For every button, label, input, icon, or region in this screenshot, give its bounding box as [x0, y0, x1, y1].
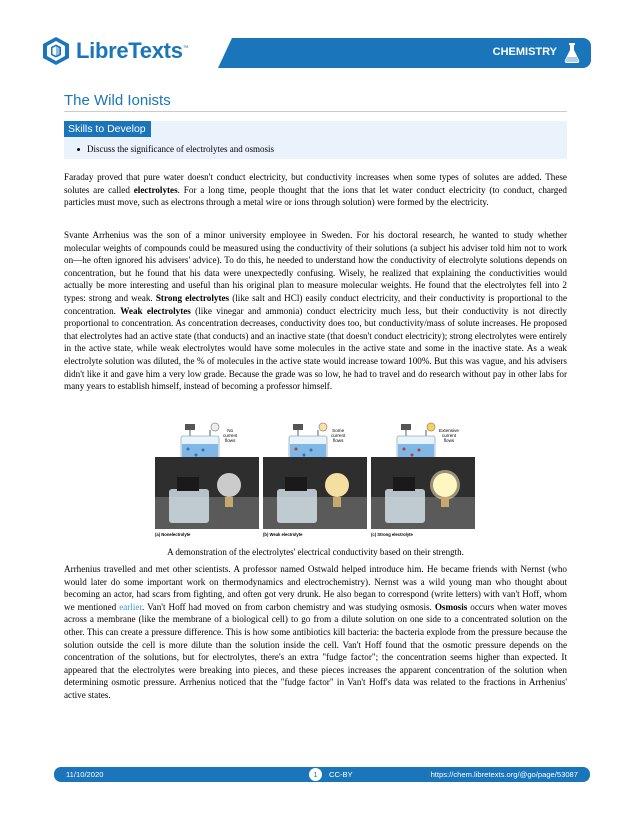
bold-term: Osmosis: [434, 601, 468, 612]
logo-tm: ™: [182, 45, 189, 52]
text-run: (like vinegar and ammonia) conduct electricity much less, but their conductivity is not directly proportional to concentration. As concentration decreases, conductivity does too, but conductivity/mass of solute increases. He proposed that electrolytes had an active state (that conducts) and an inactive state (that doesn't conduct electricity); strong electrolytes were entirely in the active state, while weak electrolytes would have some molecules in the active state and some in the inactive state. As a weak electrolyte solution was diluted, the % of molecules in the active state would increase toward 100%. But this was vague, and his advisers didn't like it and gave him a very low grade. Because the grade was so low, he had to travel and do research without pay in other labs for many years to establish himself, instead of becoming a professor himself.: [64, 305, 567, 392]
flow-line: flows: [332, 438, 344, 443]
bulb-apparatus-icon: [263, 457, 367, 529]
panel-label: (c) Strong electrolyte: [371, 532, 413, 537]
bulb-apparatus-icon: [155, 457, 259, 529]
page-title: The Wild Ionists: [64, 92, 171, 109]
skills-list-item: [77, 144, 274, 154]
text-run: Svante Arrhenius was the son of a minor university employee in Sweden. For his doctoral research, he wanted to study whether molecular weights of compounds could be measured using the conductivity of their solutions (a subject his adviser told him not to work on—he often ignored his advisers' advice). To do this, he needed to understand how the conductivity of electrolyte solutions depends on concentration, but he found that his data were unexpectedly confusing. Wisely, he realized that explaining the conductivities would actually be more interesting and useful than his original plan to measure molecular weights. He found that the electrolytes fell into 2 types: strong and weak.: [64, 230, 567, 303]
logo-name: LibreTexts: [76, 38, 183, 63]
apparatus-photo: [155, 457, 259, 529]
flask-icon: [563, 42, 581, 64]
logo[interactable]: [42, 36, 188, 66]
flow-line: No: [227, 428, 234, 433]
page-footer: [54, 767, 590, 782]
subject-banner-bar[interactable]: [197, 38, 591, 68]
flow-line: current: [331, 433, 346, 438]
bold-term: Weak electrolytes: [120, 305, 191, 316]
footer-date: 11/10/2020: [66, 770, 104, 779]
subject-label[interactable]: CHEMISTRY: [492, 46, 557, 58]
text-run: (like salt and HCl) easily conduct electricity, and their conductivity is proportional to the concentration.: [64, 292, 568, 316]
panel-label: (a) Nonelectrolyte: [155, 532, 191, 537]
paragraph-1: [64, 171, 567, 209]
text-run: . For a long time, people thought that the ions that let water conduct electricity (to conduct, charged particles must move, such as electrons through a metal wire or ions through solution) were formed by the electricity.: [64, 184, 567, 208]
skills-heading: Skills to Develop: [64, 121, 151, 137]
footer-page-number: 1: [309, 768, 322, 781]
bulb-apparatus-icon: [371, 457, 475, 529]
bold-term: Strong electrolytes: [155, 292, 230, 303]
figure-panel-strong: [371, 422, 475, 541]
skills-box: [64, 121, 567, 159]
footer-url[interactable]: https://chem.libretexts.org/@go/page/53087: [430, 770, 578, 779]
text-run: Faraday proved that pure water doesn't conduct electricity, but conductivity increases when some types of solutes are added. These solutes are called: [64, 172, 567, 195]
conductivity-figure: [155, 422, 473, 541]
flow-line: Some: [332, 428, 345, 433]
apparatus-photo: [371, 457, 475, 529]
text-run: occurs when water moves across a membrane (like the membrane of a biological cell) to go from a dilute solution on one side to a concentrated solution on the other. This can create a pressure difference. This is how some antibiotics kill bacteria: the bacteria explode from the pressure because the solution outside the cell is more dilute than the solution inside the cell. Van't Hoff found that the osmotic pressure depends on the concentration of the solutions, but for electrolytes, there's an extra "fudge factor"; the concentration seems higher than expected. It appeared that the electrolytes were breaking into pieces, and these pieces increases the apparent concentration of the solution when determining osmotic pressure. Arrhenius noticed that the "fudge factor" in Van't Hoff's data was related to the fractions in Arrhenius' active states.: [64, 601, 567, 700]
figure-panel-nonelectrolyte: [155, 422, 259, 541]
paragraph-2: [64, 229, 567, 393]
figure-caption: A demonstration of the electrolytes' electrical conductivity based on their strength.: [167, 547, 464, 557]
logo-wordmark: [76, 38, 188, 64]
text-run: . Van't Hoff had moved on from carbon chemistry and was studying osmosis.: [141, 601, 435, 612]
title-divider: [64, 111, 567, 112]
figure-panel-weak: [263, 422, 367, 541]
skills-item-text: Discuss the significance of electrolytes and osmosis: [87, 144, 274, 154]
flow-text: [439, 428, 459, 443]
flow-line: current: [223, 433, 238, 438]
bullet-icon: [77, 148, 80, 151]
inline-link[interactable]: earlier: [119, 601, 142, 612]
page-header: [0, 0, 630, 80]
libretexts-hex-logo-icon: [42, 36, 70, 66]
flow-line: current: [441, 433, 457, 438]
apparatus-photo: [263, 457, 367, 529]
bold-term: electrolytes: [133, 184, 178, 195]
flow-line: flows: [224, 438, 236, 443]
text-run: Arrhenius travelled and met other scientists. A professor named Ostwald helped introduce him. He became friends with Nernst (who would later do some important work on thermodynamics and electrochemistry). Nernst was a wild young man who thought about becoming an actor, had scars from fighting, and often got very drunk. He also began to correspond (write letters) with van't Hoff, whom we mentioned: [64, 564, 567, 612]
flow-line: flows: [443, 438, 455, 443]
footer-license[interactable]: CC-BY: [329, 770, 353, 779]
paragraph-3: [64, 563, 567, 702]
flow-text: [331, 428, 345, 443]
flow-text: [223, 428, 237, 443]
flow-line: Extensive: [439, 428, 459, 433]
panel-label: (b) Weak electrolyte: [263, 532, 303, 537]
